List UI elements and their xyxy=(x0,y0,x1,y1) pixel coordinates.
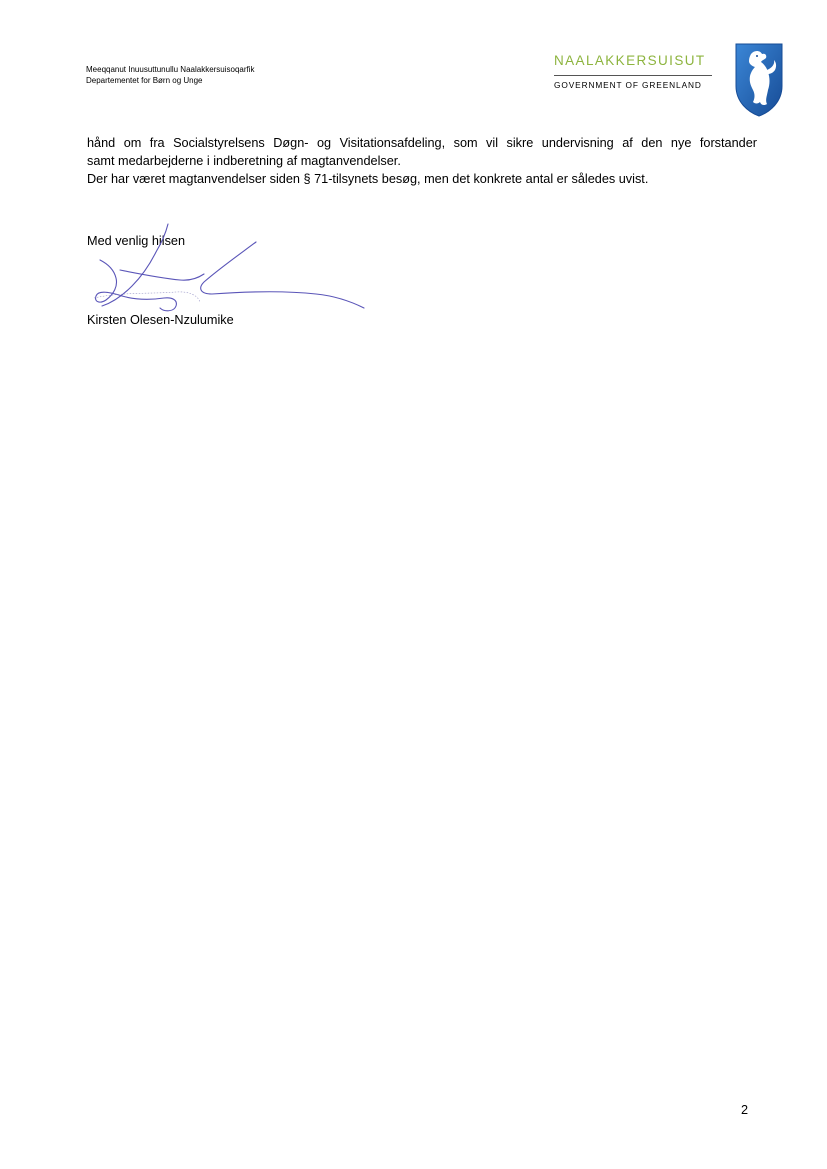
letter-body xyxy=(87,134,757,188)
handwritten-signature xyxy=(80,220,370,320)
closing-greeting: Med venlig hilsen xyxy=(87,234,186,248)
logo-name: NAALAKKERSUISUT xyxy=(554,53,706,68)
polar-bear-crest-icon xyxy=(734,42,784,118)
body-line: hånd om fra Socialstyrelsens Døgn- og Visitationsafdeling, som vil sikre undervisning af den nye forstander xyxy=(87,136,757,150)
government-logo xyxy=(554,52,712,91)
signer-name: Kirsten Olesen-Nzulumike xyxy=(87,313,234,327)
org-name-greenlandic: Meeqqanut Inuusuttunullu Naalakkersuisoqarfik xyxy=(86,65,255,74)
page-number: 2 xyxy=(741,1103,749,1117)
logo-subtitle: GOVERNMENT OF GREENLAND xyxy=(554,80,702,90)
body-line: Der har været magtanvendelser siden § 71-tilsynets besøg, men det konkrete antal er således uvist. xyxy=(87,172,649,186)
body-line: samt medarbejderne i indberetning af magtanvendelser. xyxy=(87,154,401,168)
org-name-danish: Departementet for Børn og Unge xyxy=(86,76,203,85)
header-organization xyxy=(86,64,255,86)
logo-divider xyxy=(554,75,712,76)
